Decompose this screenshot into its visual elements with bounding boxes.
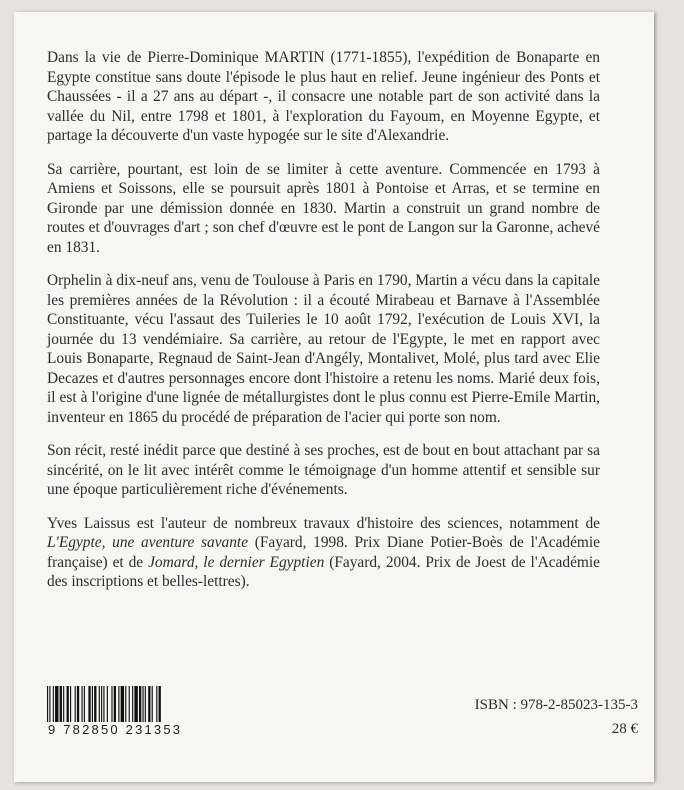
paragraph-revolution: Orphelin à dix-neuf ans, venu de Toulouse à Paris en 1790, Martin a vécu dans la capitale les premières années de la Révolution : il a écouté Mirabeau et Barnave à l'Assemblée Constituante, vécu l'assaut des Tuileries le 10 août 1792, l'exécution de Louis XVI, la journée du 13 vendémiaire. Sa carrière, au retour de l'Egypte, le met en rapport avec Louis Bonaparte, Regnaud de Saint-Jean d'Angély, Montalivet, Molé, plus tard avec Elie Decazes et d'autres personnages encore dont l'histoire a retenu les noms. Marié deux fois, il est à l'origine d'une lignée de métallurgistes dont le plus connu est Pierre-Emile Martin, inventeur en 1865 du procédé de préparation de l'acier qui porte son nom.	[47, 272, 600, 426]
barcode-bar	[77, 686, 79, 726]
paragraph-recit: Son récit, resté inédit parce que destiné à ses proches, est de bout en bout attachant par sa sincérité, on le lit avec intérêt comme le témoignage d'un homme attentif et sensible sur une époque particulièrement riche d'événements.	[47, 442, 600, 498]
barcode-bar	[148, 686, 150, 726]
price: 28 €	[611, 721, 638, 737]
back-cover-text	[47, 48, 600, 606]
paragraph-expedition: Dans la vie de Pierre-Dominique MARTIN (1771-1855), l'expédition de Bonaparte en Egypte constitue sans doute l'épisode le plus haut en relief. Jeune ingénieur des Ponts et Chaussées - il a 27 ans au départ -, il consacre une notable part de son activité dans la vallée du Nil, entre 1798 et 1801, à l'exploration du Fayoum, en Moyenne Egypte, et partage la découverte d'un vaste hypogée sur le site d'Alexandrie.	[47, 49, 600, 144]
barcode-bar	[99, 686, 100, 726]
barcode-bar	[88, 686, 90, 726]
book-title-jomard: Jomard, le dernier Egyptien	[148, 553, 325, 571]
barcode-number: 9 782850 231353	[48, 722, 183, 737]
barcode-bar	[125, 686, 126, 726]
barcode-bar	[145, 686, 146, 726]
barcode-bar	[121, 686, 124, 726]
barcode-bar	[107, 686, 108, 726]
barcode-bar	[129, 686, 130, 726]
barcode-bar	[139, 686, 141, 726]
barcode-bar	[82, 686, 83, 726]
barcode-bar	[67, 686, 69, 726]
author-bio-part1: Yves Laissus est l'auteur de nombreux travaux d'histoire des sciences, notamment de	[47, 514, 600, 532]
barcode-bar	[156, 686, 157, 726]
barcode-bar	[75, 686, 76, 726]
author-bio-part2: (Fayard, 1998. Prix Diane Potier-Boès de l'Académie française) et de	[47, 534, 601, 571]
barcode-bar	[47, 686, 48, 726]
paragraph-career: Sa carrière, pourtant, est loin de se limiter à cette aventure. Commencée en 1793 à Amiens et Soissons, elle se poursuit après 1801 à Pontoise et Arras, et se termine en Gironde par une démission donnée en 1830. Martin a construit un grand nombre de routes et d'ouvrages d'art ; son chef d'œuvre est le pont de Langon sur la Garonne, achevé en 1831.	[47, 160, 600, 256]
book-title-egypte: L'Egypte, une aventure savante	[47, 534, 249, 551]
barcode-bar	[118, 686, 119, 726]
barcode-bar	[142, 686, 143, 726]
author-bio-part3: (Fayard, 2004. Prix de Joest de l'Académie des inscriptions et belles-lettres).	[47, 553, 600, 590]
barcode-bar	[132, 686, 133, 726]
barcode-bar	[134, 686, 137, 726]
barcode-bar	[159, 686, 161, 726]
barcode-bar	[94, 686, 96, 726]
barcode-bar	[55, 686, 58, 726]
book-spine-edge	[654, 14, 659, 782]
barcode-bar	[152, 686, 153, 726]
paragraph-author-bio	[47, 514, 600, 592]
barcode-bar	[49, 686, 50, 726]
barcode-bar	[63, 686, 64, 726]
barcode-bar	[60, 686, 62, 726]
barcode-bar	[92, 686, 93, 726]
barcode-bar	[70, 686, 71, 726]
barcode-bar	[111, 686, 112, 726]
barcode-bar	[114, 686, 116, 726]
barcode-bar	[84, 686, 85, 726]
barcode-bars	[47, 686, 205, 726]
barcode-bar	[101, 686, 102, 726]
barcode-bar	[103, 686, 104, 726]
barcode-bar	[53, 686, 54, 726]
isbn: ISBN : 978-2-85023-135-3	[474, 697, 638, 713]
